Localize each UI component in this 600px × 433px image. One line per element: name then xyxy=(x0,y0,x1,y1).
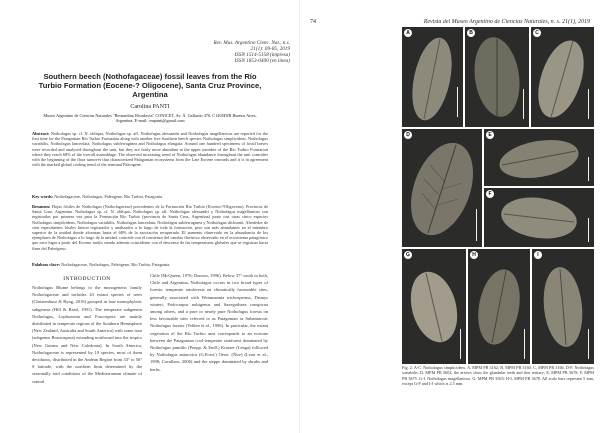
panel-label-e: E xyxy=(486,131,494,139)
palabras-text: Nothofagaceae, Nothofagus, Paleógeno, Río Turbio, Patagonia. xyxy=(61,262,171,267)
figure-plate xyxy=(402,27,594,364)
leaf-h-image xyxy=(468,249,530,364)
scale-bar-a xyxy=(457,87,458,117)
author-affiliation: Museo Argentino de Ciencias Naturales "Bernardino Rivadavia" CONICET, Av. Á. Gallardo 470, C1405DJR Buenos Aires, Argentina. E-mail: cmpanti@gmail.com xyxy=(43,113,257,123)
intro-column-1: Nothofagus Blume belongs to the monogeneric family Nothofagaceae and includes 43 extant species of trees (Christenhusz & Byng, 2016) grouped in four monophyletic subgenera (Hill & Read, 1991). The temperate subgenera Nothofagus, Lophozonia and Fuscospora are mainly distributed in temperate regions of the Southern Hemisphere (New Zealand, Australia and South America) with some taxa (subgenus Brassospora) extending northward into the tropics (New Guinea and New Caledonia). In South America, Nothofagaceae is represented by 10 species, most of them deciduous, distributed in the Andean Region from 33° to 56° S latitude, with the northern limit determined by the seasonally arid conditions of the Mediterranean climate of central xyxy=(32,285,142,384)
resumen-block xyxy=(32,204,268,262)
panel-h xyxy=(468,249,530,364)
journal-issn-print: ISSN 1514-5158 (impresa) xyxy=(234,52,290,58)
scale-bar-b xyxy=(523,89,524,119)
panel-label-b: B xyxy=(467,29,475,37)
journal-issn-online: ISSN 1853-0400 (en línea) xyxy=(234,58,290,64)
panel-label-c: C xyxy=(533,29,541,37)
panel-i xyxy=(532,249,594,364)
scale-bar-d xyxy=(476,209,477,241)
panel-b xyxy=(465,27,529,127)
palabras-block xyxy=(32,262,268,268)
article-title: Southern beech (Nothofagaceae) fossil leaves from the Río Turbio Formation (Eocene-? Oligocene), Santa Cruz Province, Argentina xyxy=(38,72,262,99)
scale-bar-i xyxy=(588,329,589,359)
journal-citation xyxy=(158,40,290,64)
panel-e xyxy=(484,129,594,186)
intro-column-2: Chile (McQueen, 1976; Donoso, 1996). Below 37° south in both, Chile and Argentina, Nothofagus occurs in two broad types of forests: temperate rainforests on climatically favourable sites, generally associated with Weinmannia trichosperma, Drimys winteri, Podocarpus nubigenus and Saxegothaea conspicua among others, and a pure or nearly pure Nothofagus forests on less favourable sites referred to as Patagonian or Subantarctic Nothofagus forests (Veblen et al., 1996). In particular, the extant vegetation of the Río Turbio area corresponds to an ecotone between the Patagonian cool-temperate rainforest dominated by Nothofagus pumilio (Poepp. & Endl.) Krasser (Lenga) followed by Nothofagus antarctica (G.Forst.) Oerst. (Ñire) (Leon et al., 1998; Cavallaro, 2006) and the steppe dominated by shrubs and herbs. xyxy=(150,273,268,372)
panel-f xyxy=(484,188,594,247)
leaf-a-image xyxy=(402,27,463,127)
panel-label-d: D xyxy=(404,131,412,139)
keywords-label: Key words: xyxy=(32,194,54,199)
panel-label-f: F xyxy=(486,190,494,198)
figure-caption: Fig. 2. A-C. Nothofagus simplicidens. A, MPM PB 3162; B, MPM PB 3160; C, MPM PB 3166. D-F. Nothofagus variabilis. D, MPM PB 3602, the arrows show the glandular teeth and fine tertiary; E, MPM PB 3678; F, MPM PB 3675. G-I. Nothofagus magellanicus. G, MPM PB 3563; H-I, MPM PB 3678. All scale bars represent 5 mm, except G-F and I-J which is 2.5 mm. xyxy=(402,365,594,387)
scale-bar-h xyxy=(524,329,525,359)
scale-bar-c xyxy=(588,89,589,119)
journal-line-1: Rev. Mus. Argentino Cienc. Nat., n.s. xyxy=(213,40,290,46)
leaf-b-image xyxy=(465,27,529,127)
panel-label-a: A xyxy=(404,29,412,37)
abstract-text: Nothofagus sp. cf. N. obliqua, Nothofagus sp. aff. Nothofagus alessandri and Nothofagus magellanicus are reported for the first time for the Patagonian Río Turbio Formation along with another five Southern beech species Nothofagus simplicidens, Nothofagus variabilis, Nothofagus lanceolata, Nothofagus subferruginea and Nothofagus elongata. Around one hundred specimens of fossil leaves were recorded and analysed throughout the unit, but they are fairly more abundant in the upper member of the Río Turbio Formation where they reach 68% of the overall assemblage. The observed increasing trend of Nothofagus abundance throughout the unit coincides with the beginning of the flora turnover that characterized Patagonian ecosystems from the Late Eocene onwards and it is in agreement with the marked global cooling trend of the terminal Paleogene. xyxy=(32,131,268,168)
article-author: Carolina PANTI xyxy=(130,104,170,110)
abstract-block xyxy=(32,131,268,189)
leaf-e-image xyxy=(484,129,594,186)
abstract-label: Abstract: xyxy=(32,131,50,136)
panel-label-g: G xyxy=(404,251,412,259)
keywords-block xyxy=(32,194,268,200)
leaf-c-image xyxy=(531,27,594,127)
journal-line-2: 21(1): 69-85, 2019 xyxy=(250,46,290,52)
introduction-heading: INTRODUCTION xyxy=(63,276,111,282)
panel-label-i: I xyxy=(534,251,542,259)
resumen-text: Hojas fósiles de Nothofagus (Nothofagaceae) procedentes de la Formación Río Turbio (Eoceno-?Oligoceno), Provincia de Santa Cruz, Argentina. Nothofagus sp. cf. N. obliqua, Nothofagus sp. aff. Nothofagus alessandri y Nothofagus magellanicus son registradas por primera vez para la Formación Río Turbio (provincia de Santa Cruz, Argentina) junto con otras cinco especies Nothofagus simplicidens, Nothofagus variabilis, Nothofagus lanceolata, Nothofagus subferruginea y Nothofagus dicksonii. Alrededor de cien especímenes fósiles fueron registrados y analizados a lo largo de toda la formación, pero son más abundantes en el miembro superior de la unidad donde alcanzan hasta el 68% de la asociación recuperada. El aumento observado en la abundancia de los ejemplares de Nothofagus a lo largo de la unidad, coincide con el comienzo del cambio florístico observado en el ecosistema patagónico que tuvo lugar a partir del Eoceno tardío siendo además coincidente con el descenso de las temperaturas globales que se registran hacia fines del Paleógeno. xyxy=(32,204,268,251)
leaf-f-image xyxy=(484,188,594,247)
leaf-g-image xyxy=(402,249,466,364)
keywords-text: Nothofagaceae, Nothofagus, Paleogene, Río Turbio, Patagonia. xyxy=(54,194,164,199)
panel-a xyxy=(402,27,463,127)
scale-bar-g xyxy=(460,329,461,359)
panel-c xyxy=(531,27,594,127)
panel-d xyxy=(402,129,482,247)
leaf-i-image xyxy=(532,249,594,364)
page-number: 74 xyxy=(310,19,316,25)
resumen-label: Resumen: xyxy=(32,204,51,209)
scale-bar-e xyxy=(588,157,589,181)
scale-bar-f xyxy=(588,218,589,242)
running-header: Revista del Museo Argentino de Ciencias Naturales, n. s. 21(1), 2019 xyxy=(423,19,590,25)
leaf-d-image xyxy=(402,129,482,247)
panel-label-h: H xyxy=(470,251,478,259)
panel-g xyxy=(402,249,466,364)
palabras-label: Palabras clave: xyxy=(32,262,61,267)
